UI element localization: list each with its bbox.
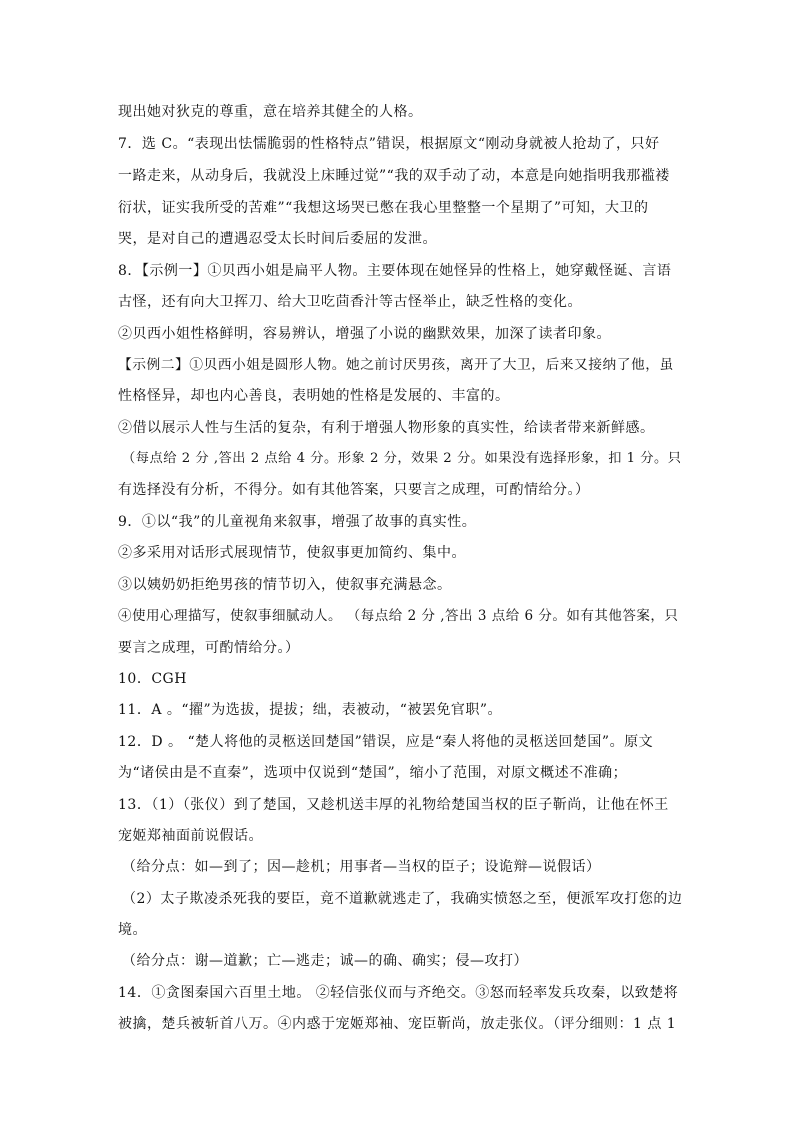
text-line: 7．选 C。“表现出怯懦脆弱的性格特点”错误，根据原文“刚动身就被人抢劫了，只好 [118, 136, 660, 152]
text-line: 一路走来，从动身后，我就没上床睡过觉”“我的双手动了动，本意是向她指明我那褴褛 [118, 168, 670, 184]
text-line: 性格怪异，却也内心善良，表明她的性格是发展的、丰富的。 [118, 388, 510, 404]
text-line: 被擒，楚兵被斩首八万。④内惑于宠姬郑袖、宠臣靳尚，放走张仪。（评分细则：1 点 1 [118, 1016, 677, 1032]
text-line: 11．A 。“擢”为选拔，提拔；绌，表被动，“被罢免官职”。 [118, 702, 503, 718]
text-line: ④使用心理描写，使叙事细腻动人。 （每点给 2 分 ,答出 3 点给 6 分。如有其他答案，只 [118, 608, 679, 624]
text-line: 衍状，证实我所受的苦难”“我想这场哭已憋在我心里整整一个星期了”可知，大卫的 [118, 200, 649, 216]
text-line: （每点给 2 分 ,答出 2 点给 4 分。形象 2 分，效果 2 分。如果没有选择形象，扣 1 分。只 [122, 451, 682, 466]
text-line: （给分点：如—到了；因—趁机；用事者—当权的臣子；设诡辩—说假话） [122, 859, 601, 875]
text-line: 14．①贪图秦国六百里土地。 ②轻信张仪而与齐绝交。③怒而轻率发兵攻秦，以致楚将 [118, 985, 679, 1001]
text-line: 要言之成理，可酌情给分。） [118, 640, 300, 656]
text-line: 宠姬郑袖面前说假话。 [118, 828, 263, 844]
text-line: 哭，是对自己的遭遇忍受太长时间后委屈的发泄。 [118, 231, 437, 247]
text-line: 12．D 。 “楚人将他的灵柩送回楚国”错误，应是“秦人将他的灵柩送回楚国”。原文 [118, 734, 654, 750]
text-line: 【示例二】①贝西小姐是圆形人物。她之前讨厌男孩，离开了大卫，后来又接纳了他，虽 [118, 357, 674, 373]
text-line: （2）太子欺凌杀死我的要臣，竟不道歉就逃走了，我确实愤怒之至，便派军攻打您的边 [122, 891, 683, 907]
text-line: 13．（1）（张仪）到了楚国，又趁机送丰厚的礼物给楚国当权的臣子靳尚，让他在怀王 [118, 797, 669, 813]
text-line: 为“诸侯由是不直秦”，选项中仅说到“楚国”，缩小了范围，对原文概述不准确； [118, 765, 628, 781]
text-line: 有选择没有分析，不得分。如有其他答案，只要言之成理，可酌情给分。） [118, 482, 590, 498]
text-line: ②多采用对话形式展现情节，使叙事更加简约、集中。 [118, 545, 466, 561]
text-line: ②贝西小姐性格鲜明，容易辨认，增强了小说的幽默效果，加深了读者印象。 [118, 326, 611, 342]
text-line: （给分点：谢—道歉；亡—逃走；诚—的确、确实；侵—攻打） [122, 953, 528, 969]
text-line: 10．CGH [118, 671, 187, 687]
text-line: 现出她对狄克的尊重，意在培养其健全的人格。 [118, 104, 423, 120]
text-line: ③以姨奶奶拒绝男孩的情节切入，使叙事充满悬念。 [118, 577, 452, 593]
text-line: 9．①以“我”的儿童视角来叙事，增强了故事的真实性。 [118, 514, 477, 530]
text-line: 8．【示例一】①贝西小姐是扁平人物。主要体现在她怪异的性格上，她穿戴怪诞、言语 [118, 263, 672, 279]
text-line: 古怪，还有向大卫挥刀、给大卫吃茴香汁等古怪举止，缺乏性格的变化。 [118, 294, 582, 310]
text-line: 境。 [118, 922, 147, 938]
text-line: ②借以展示人性与生活的复杂，有利于增强人物形象的真实性，给读者带来新鲜感。 [118, 420, 655, 436]
